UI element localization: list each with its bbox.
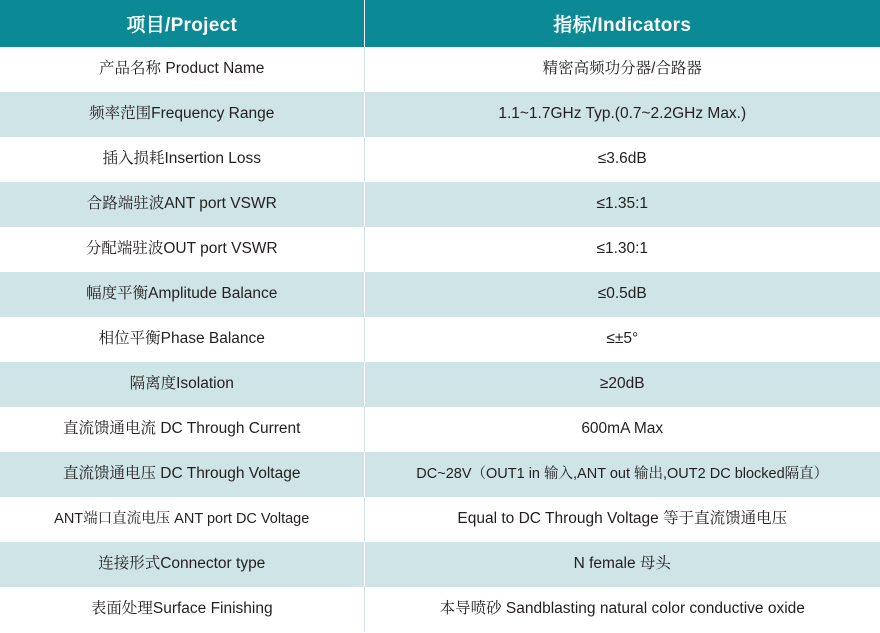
table-row: [0, 47, 880, 92]
cell-indicator: 本导喷砂 Sandblasting natural color conductive oxide: [364, 587, 880, 632]
cell-project: 相位平衡Phase Balance: [0, 317, 364, 362]
column-header-indicators: 指标/Indicators: [364, 0, 880, 47]
cell-project: 频率范围Frequency Range: [0, 92, 364, 137]
cell-project: 幅度平衡Amplitude Balance: [0, 272, 364, 317]
table-row: [0, 497, 880, 542]
table-row: [0, 587, 880, 632]
cell-indicator: ≤1.30:1: [364, 227, 880, 272]
cell-indicator: 精密高频功分器/合路器: [364, 47, 880, 92]
cell-indicator: ≤0.5dB: [364, 272, 880, 317]
table-row: [0, 452, 880, 497]
cell-project: 产品名称 Product Name: [0, 47, 364, 92]
cell-project: 插入损耗Insertion Loss: [0, 137, 364, 182]
cell-project: 直流馈通电压 DC Through Voltage: [0, 452, 364, 497]
column-header-project: 项目/Project: [0, 0, 364, 47]
cell-indicator: ≤±5°: [364, 317, 880, 362]
cell-indicator: 1.1~1.7GHz Typ.(0.7~2.2GHz Max.): [364, 92, 880, 137]
table-row: [0, 407, 880, 452]
table-header: [0, 0, 880, 47]
cell-project: 隔离度Isolation: [0, 362, 364, 407]
table-header-row: [0, 0, 880, 47]
table-row: [0, 137, 880, 182]
cell-indicator: DC~28V（OUT1 in 输入,ANT out 输出,OUT2 DC blocked隔直）: [364, 452, 880, 497]
table-row: [0, 182, 880, 227]
cell-indicator: ≤3.6dB: [364, 137, 880, 182]
table-row: [0, 317, 880, 362]
cell-project: ANT端口直流电压 ANT port DC Voltage: [0, 497, 364, 542]
cell-project: 分配端驻波OUT port VSWR: [0, 227, 364, 272]
cell-indicator: 600mA Max: [364, 407, 880, 452]
table-body: [0, 47, 880, 632]
table-row: [0, 227, 880, 272]
cell-indicator: N female 母头: [364, 542, 880, 587]
cell-project: 表面处理Surface Finishing: [0, 587, 364, 632]
table-row: [0, 272, 880, 317]
cell-indicator: ≤1.35:1: [364, 182, 880, 227]
table-row: [0, 542, 880, 587]
cell-indicator: Equal to DC Through Voltage 等于直流馈通电压: [364, 497, 880, 542]
cell-project: 合路端驻波ANT port VSWR: [0, 182, 364, 227]
cell-project: 连接形式Connector type: [0, 542, 364, 587]
cell-project: 直流馈通电流 DC Through Current: [0, 407, 364, 452]
cell-indicator: ≥20dB: [364, 362, 880, 407]
table-row: [0, 92, 880, 137]
table-row: [0, 362, 880, 407]
